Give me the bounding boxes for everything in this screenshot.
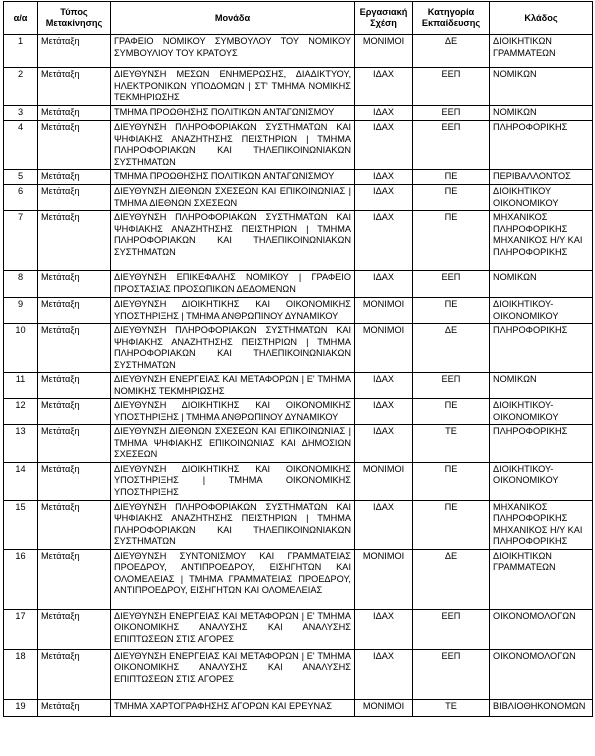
cell-employment-relation: ΙΔΑΧ bbox=[355, 649, 413, 699]
cell-movement-type: Μετάταξη bbox=[38, 609, 111, 649]
cell-unit: ΔΙΕΥΘΥΝΣΗ ΕΝΕΡΓΕΙΑΣ ΚΑΙ ΜΕΤΑΦΟΡΩΝ | Ε' ΤΜΗΜΑ ΟΙΚΟΝΟΜΙΚΗΣ ΑΝΑΛΥΣΗΣ ΚΑΙ ΑΝΑΛΥΣΗΣ ΕΠΙΠΤΩΣΕΩΝ ΣΤΙΣ ΑΓΟΡΕΣ bbox=[111, 609, 355, 649]
header-no: α/α bbox=[4, 2, 38, 35]
cell-movement-type: Μετάταξη bbox=[38, 462, 111, 500]
cell-unit: ΔΙΕΥΘΥΝΣΗ ΠΛΗΡΟΦΟΡΙΑΚΩΝ ΣΥΣΤΗΜΑΤΩΝ ΚΑΙ ΨΗΦΙΑΚΗΣ ΑΝΑΖΗΤΗΣΗΣ ΠΕΙΣΤΗΡΙΩΝ | ΤΜΗΜΑ ΠΛΗΡΟΦΟΡΙΑΚΩΝ ΚΑΙ ΤΗΛΕΠΙΚΟΙΝΩΝΙΑΚΩΝ ΣΥΣΤΗΜΑΤΩΝ bbox=[111, 500, 355, 549]
cell-number: 13 bbox=[4, 425, 38, 463]
cell-employment-relation: ΙΔΑΧ bbox=[355, 68, 413, 106]
cell-education-category: ΠΕ bbox=[413, 399, 490, 425]
cell-education-category: ΠΕ bbox=[413, 170, 490, 185]
cell-employment-relation: ΜΟΝΙΜΟΙ bbox=[355, 324, 413, 373]
cell-movement-type: Μετάταξη bbox=[38, 298, 111, 324]
header-category: Κατηγορία Εκπαίδευσης bbox=[413, 2, 490, 35]
cell-education-category: ΕΕΠ bbox=[413, 121, 490, 170]
cell-employment-relation: ΙΔΑΧ bbox=[355, 170, 413, 185]
cell-education-category: ΔΕ bbox=[413, 324, 490, 373]
cell-unit: ΔΙΕΥΘΥΝΣΗ ΔΙΟΙΚΗΤΙΚΗΣ ΚΑΙ ΟΙΚΟΝΟΜΙΚΗΣ ΥΠΟΣΤΗΡΙΞΗΣ | ΤΜΗΜΑ ΟΙΚΟΝΟΜΙΚΗΣ ΥΠΟΣΤΗΡΙΞΗΣ bbox=[111, 462, 355, 500]
cell-number: 18 bbox=[4, 649, 38, 699]
cell-movement-type: Μετάταξη bbox=[38, 373, 111, 399]
cell-number: 10 bbox=[4, 324, 38, 373]
cell-branch: ΜΗΧΑΝΙΚΟΣ ΠΛΗΡΟΦΟΡΙΚΗΣ ΜΗΧΑΝΙΚΟΣ Η/Υ ΚΑΙ ΠΛΗΡΟΦΟΡΙΚΗΣ bbox=[490, 500, 593, 549]
cell-movement-type: Μετάταξη bbox=[38, 399, 111, 425]
cell-branch: ΠΕΡΙΒΑΛΛΟΝΤΟΣ bbox=[490, 170, 593, 185]
table-row bbox=[4, 462, 593, 500]
cell-movement-type: Μετάταξη bbox=[38, 121, 111, 170]
cell-branch: ΟΙΚΟΝΟΜΟΛΟΓΩΝ bbox=[490, 609, 593, 649]
cell-employment-relation: ΙΔΑΧ bbox=[355, 399, 413, 425]
cell-branch: ΔΙΟΙΚΗΤΙΚΩΝ ΓΡΑΜΜΑΤΕΩΝ bbox=[490, 549, 593, 609]
cell-education-category: ΠΕ bbox=[413, 462, 490, 500]
cell-employment-relation: ΙΔΑΧ bbox=[355, 121, 413, 170]
cell-movement-type: Μετάταξη bbox=[38, 68, 111, 106]
cell-unit: ΔΙΕΥΘΥΝΣΗ ΔΙΟΙΚΗΤΙΚΗΣ ΚΑΙ ΟΙΚΟΝΟΜΙΚΗΣ ΥΠΟΣΤΗΡΙΞΗΣ | ΤΜΗΜΑ ΑΝΘΡΩΠΙΝΟΥ ΔΥΝΑΜΙΚΟΥ bbox=[111, 399, 355, 425]
cell-employment-relation: ΙΔΑΧ bbox=[355, 106, 413, 121]
table-row bbox=[4, 298, 593, 324]
cell-education-category: ΕΕΠ bbox=[413, 609, 490, 649]
cell-employment-relation: ΜΟΝΙΜΟΙ bbox=[355, 298, 413, 324]
header-type: Τύπος Μετακίνησης bbox=[38, 2, 111, 35]
cell-branch: ΔΙΟΙΚΗΤΙΚΩΝ ΓΡΑΜΜΑΤΕΩΝ bbox=[490, 35, 593, 68]
table-row bbox=[4, 649, 593, 699]
cell-unit: ΔΙΕΥΘΥΝΣΗ ΕΠΙΚΕΦΑΛΗΣ ΝΟΜΙΚΟΥ | ΓΡΑΦΕΙΟ ΠΡΟΣΤΑΣΙΑΣ ΠΡΟΣΩΠΙΚΩΝ ΔΕΔΟΜΕΝΩΝ bbox=[111, 271, 355, 298]
cell-unit: ΓΡΑΦΕΙΟ ΝΟΜΙΚΟΥ ΣΥΜΒΟΥΛΟΥ ΤΟΥ ΝΟΜΙΚΟΥ ΣΥΜΒΟΥΛΙΟΥ ΤΟΥ ΚΡΑΤΟΥΣ bbox=[111, 35, 355, 68]
cell-education-category: ΕΕΠ bbox=[413, 271, 490, 298]
cell-number: 14 bbox=[4, 462, 38, 500]
table-row bbox=[4, 699, 593, 716]
cell-branch: ΔΙΟΙΚΗΤΙΚΟΥ-ΟΙΚΟΝΟΜΙΚΟΥ bbox=[490, 462, 593, 500]
cell-employment-relation: ΜΟΝΙΜΟΙ bbox=[355, 35, 413, 68]
table-header bbox=[4, 2, 593, 35]
header-relation: Εργασιακή Σχέση bbox=[355, 2, 413, 35]
table-row bbox=[4, 68, 593, 106]
cell-movement-type: Μετάταξη bbox=[38, 699, 111, 716]
header-row bbox=[4, 2, 593, 35]
cell-unit: ΤΜΗΜΑ ΧΑΡΤΟΓΡΑΦΗΣΗΣ ΑΓΟΡΩΝ ΚΑΙ ΕΡΕΥΝΑΣ bbox=[111, 699, 355, 716]
table-row bbox=[4, 121, 593, 170]
cell-unit: ΔΙΕΥΘΥΝΣΗ ΔΙΕΘΝΩΝ ΣΧΕΣΕΩΝ ΚΑΙ ΕΠΙΚΟΙΝΩΝΙΑΣ | ΤΜΗΜΑ ΨΗΦΙΑΚΗΣ ΕΠΙΚΟΙΝΩΝΙΑΣ ΚΑΙ ΔΗΜΟΣΙΩΝ ΣΧΕΣΕΩΝ bbox=[111, 425, 355, 463]
cell-education-category: ΕΕΠ bbox=[413, 649, 490, 699]
table-row bbox=[4, 271, 593, 298]
cell-movement-type: Μετάταξη bbox=[38, 324, 111, 373]
cell-branch: ΝΟΜΙΚΩΝ bbox=[490, 106, 593, 121]
cell-movement-type: Μετάταξη bbox=[38, 35, 111, 68]
cell-employment-relation: ΙΔΑΧ bbox=[355, 373, 413, 399]
cell-branch: ΔΙΟΙΚΗΤΙΚΟΥ-ΟΙΚΟΝΟΜΙΚΟΥ bbox=[490, 399, 593, 425]
table-row bbox=[4, 106, 593, 121]
table-row bbox=[4, 373, 593, 399]
table-row bbox=[4, 35, 593, 68]
cell-number: 1 bbox=[4, 35, 38, 68]
table-row bbox=[4, 549, 593, 609]
cell-branch: ΟΙΚΟΝΟΜΟΛΟΓΩΝ bbox=[490, 649, 593, 699]
cell-movement-type: Μετάταξη bbox=[38, 185, 111, 211]
cell-branch: ΠΛΗΡΟΦΟΡΙΚΗΣ bbox=[490, 121, 593, 170]
cell-branch: ΠΛΗΡΟΦΟΡΙΚΗΣ bbox=[490, 425, 593, 463]
cell-employment-relation: ΜΟΝΙΜΟΙ bbox=[355, 549, 413, 609]
cell-branch: ΜΗΧΑΝΙΚΟΣ ΠΛΗΡΟΦΟΡΙΚΗΣ ΜΗΧΑΝΙΚΟΣ Η/Υ ΚΑΙ ΠΛΗΡΟΦΟΡΙΚΗΣ bbox=[490, 211, 593, 271]
cell-number: 5 bbox=[4, 170, 38, 185]
cell-movement-type: Μετάταξη bbox=[38, 271, 111, 298]
cell-unit: ΔΙΕΥΘΥΝΣΗ ΠΛΗΡΟΦΟΡΙΑΚΩΝ ΣΥΣΤΗΜΑΤΩΝ ΚΑΙ ΨΗΦΙΑΚΗΣ ΑΝΑΖΗΤΗΣΗΣ ΠΕΙΣΤΗΡΙΩΝ | ΤΜΗΜΑ ΠΛΗΡΟΦΟΡΙΑΚΩΝ ΚΑΙ ΤΗΛΕΠΙΚΟΙΝΩΝΙΑΚΩΝ ΣΥΣΤΗΜΑΤΩΝ bbox=[111, 121, 355, 170]
cell-employment-relation: ΜΟΝΙΜΟΙ bbox=[355, 462, 413, 500]
cell-unit: ΤΜΗΜΑ ΠΡΟΩΘΗΣΗΣ ΠΟΛΙΤΙΚΩΝ ΑΝΤΑΓΩΝΙΣΜΟΥ bbox=[111, 106, 355, 121]
cell-employment-relation: ΙΔΑΧ bbox=[355, 271, 413, 298]
cell-number: 2 bbox=[4, 68, 38, 106]
cell-movement-type: Μετάταξη bbox=[38, 106, 111, 121]
cell-branch: ΝΟΜΙΚΩΝ bbox=[490, 68, 593, 106]
cell-number: 11 bbox=[4, 373, 38, 399]
cell-branch: ΠΛΗΡΟΦΟΡΙΚΗΣ bbox=[490, 324, 593, 373]
cell-unit: ΔΙΕΥΘΥΝΣΗ ΣΥΝΤΟΝΙΣΜΟΥ ΚΑΙ ΓΡΑΜΜΑΤΕΙΑΣ ΠΡΟΕΔΡΟΥ, ΑΝΤΙΠΡΟΕΔΡΟΥ, ΕΙΣΗΓΗΤΩΝ ΚΑΙ ΟΛΟΜΕΛΕΙΑΣ | ΤΜΗΜΑ ΓΡΑΜΜΑΤΕΙΑΣ ΠΡΟΕΔΡΟΥ, ΑΝΤΙΠΡΟΕΔΡΟΥ, ΕΙΣΗΓΗΤΩΝ ΚΑΙ ΟΛΟΜΕΛΕΙΑΣ bbox=[111, 549, 355, 609]
cell-movement-type: Μετάταξη bbox=[38, 549, 111, 609]
cell-branch: ΔΙΟΙΚΗΤΙΚΟΥ-ΟΙΚΟΝΟΜΙΚΟΥ bbox=[490, 298, 593, 324]
header-unit: Μονάδα bbox=[111, 2, 355, 35]
cell-unit: ΔΙΕΥΘΥΝΣΗ ΠΛΗΡΟΦΟΡΙΑΚΩΝ ΣΥΣΤΗΜΑΤΩΝ ΚΑΙ ΨΗΦΙΑΚΗΣ ΑΝΑΖΗΤΗΣΗΣ ΠΕΙΣΤΗΡΙΩΝ | ΤΜΗΜΑ ΠΛΗΡΟΦΟΡΙΑΚΩΝ ΚΑΙ ΤΗΛΕΠΙΚΟΙΝΩΝΙΑΚΩΝ ΣΥΣΤΗΜΑΤΩΝ bbox=[111, 211, 355, 271]
cell-education-category: ΕΕΠ bbox=[413, 68, 490, 106]
cell-employment-relation: ΙΔΑΧ bbox=[355, 500, 413, 549]
cell-employment-relation: ΙΔΑΧ bbox=[355, 185, 413, 211]
cell-number: 12 bbox=[4, 399, 38, 425]
cell-education-category: ΠΕ bbox=[413, 211, 490, 271]
table-row bbox=[4, 170, 593, 185]
cell-education-category: ΤΕ bbox=[413, 425, 490, 463]
cell-education-category: ΕΕΠ bbox=[413, 373, 490, 399]
table-body bbox=[4, 35, 593, 717]
cell-unit: ΔΙΕΥΘΥΝΣΗ ΜΕΣΩΝ ΕΝΗΜΕΡΩΣΗΣ, ΔΙΑΔΙΚΤΥΟΥ, ΗΛΕΚΤΡΟΝΙΚΩΝ ΥΠΟΔΟΜΩΝ | ΣΤ' ΤΜΗΜΑ ΝΟΜΙΚΗΣ ΤΕΚΜΗΡΙΩΣΗΣ bbox=[111, 68, 355, 106]
cell-education-category: ΠΕ bbox=[413, 500, 490, 549]
cell-number: 19 bbox=[4, 699, 38, 716]
table-row bbox=[4, 500, 593, 549]
cell-employment-relation: ΙΔΑΧ bbox=[355, 609, 413, 649]
table-row bbox=[4, 185, 593, 211]
cell-employment-relation: ΜΟΝΙΜΟΙ bbox=[355, 699, 413, 716]
cell-movement-type: Μετάταξη bbox=[38, 425, 111, 463]
cell-number: 7 bbox=[4, 211, 38, 271]
positions-table bbox=[3, 1, 593, 717]
table-row bbox=[4, 324, 593, 373]
cell-branch: ΔΙΟΙΚΗΤΙΚΟΥ ΟΙΚΟΝΟΜΙΚΟΥ bbox=[490, 185, 593, 211]
cell-education-category: ΤΕ bbox=[413, 699, 490, 716]
cell-number: 6 bbox=[4, 185, 38, 211]
header-branch: Κλάδος bbox=[490, 2, 593, 35]
cell-unit: ΔΙΕΥΘΥΝΣΗ ΔΙΟΙΚΗΤΙΚΗΣ ΚΑΙ ΟΙΚΟΝΟΜΙΚΗΣ ΥΠΟΣΤΗΡΙΞΗΣ | ΤΜΗΜΑ ΑΝΘΡΩΠΙΝΟΥ ΔΥΝΑΜΙΚΟΥ bbox=[111, 298, 355, 324]
cell-branch: ΒΙΒΛΙΟΘΗΚΟΝΟΜΩΝ bbox=[490, 699, 593, 716]
cell-branch: ΝΟΜΙΚΩΝ bbox=[490, 271, 593, 298]
cell-education-category: ΕΕΠ bbox=[413, 106, 490, 121]
cell-unit: ΤΜΗΜΑ ΠΡΟΩΘΗΣΗΣ ΠΟΛΙΤΙΚΩΝ ΑΝΤΑΓΩΝΙΣΜΟΥ bbox=[111, 170, 355, 185]
cell-education-category: ΔΕ bbox=[413, 549, 490, 609]
cell-unit: ΔΙΕΥΘΥΝΣΗ ΔΙΕΘΝΩΝ ΣΧΕΣΕΩΝ ΚΑΙ ΕΠΙΚΟΙΝΩΝΙΑΣ | ΤΜΗΜΑ ΔΙΕΘΝΩΝ ΣΧΕΣΕΩΝ bbox=[111, 185, 355, 211]
table-row bbox=[4, 399, 593, 425]
table-row bbox=[4, 609, 593, 649]
cell-number: 4 bbox=[4, 121, 38, 170]
cell-number: 8 bbox=[4, 271, 38, 298]
cell-education-category: ΔΕ bbox=[413, 35, 490, 68]
cell-movement-type: Μετάταξη bbox=[38, 649, 111, 699]
cell-education-category: ΠΕ bbox=[413, 298, 490, 324]
table-row bbox=[4, 211, 593, 271]
cell-unit: ΔΙΕΥΘΥΝΣΗ ΕΝΕΡΓΕΙΑΣ ΚΑΙ ΜΕΤΑΦΟΡΩΝ | Ε' ΤΜΗΜΑ ΟΙΚΟΝΟΜΙΚΗΣ ΑΝΑΛΥΣΗΣ ΚΑΙ ΑΝΑΛΥΣΗΣ ΕΠΙΠΤΩΣΕΩΝ ΣΤΙΣ ΑΓΟΡΕΣ bbox=[111, 649, 355, 699]
cell-number: 17 bbox=[4, 609, 38, 649]
cell-unit: ΔΙΕΥΘΥΝΣΗ ΠΛΗΡΟΦΟΡΙΑΚΩΝ ΣΥΣΤΗΜΑΤΩΝ ΚΑΙ ΨΗΦΙΑΚΗΣ ΑΝΑΖΗΤΗΣΗΣ ΠΕΙΣΤΗΡΙΩΝ | ΤΜΗΜΑ ΠΛΗΡΟΦΟΡΙΑΚΩΝ ΚΑΙ ΤΗΛΕΠΙΚΟΙΝΩΝΙΑΚΩΝ ΣΥΣΤΗΜΑΤΩΝ bbox=[111, 324, 355, 373]
cell-employment-relation: ΙΔΑΧ bbox=[355, 211, 413, 271]
cell-number: 15 bbox=[4, 500, 38, 549]
cell-education-category: ΠΕ bbox=[413, 185, 490, 211]
cell-movement-type: Μετάταξη bbox=[38, 170, 111, 185]
cell-movement-type: Μετάταξη bbox=[38, 500, 111, 549]
cell-number: 9 bbox=[4, 298, 38, 324]
cell-employment-relation: ΙΔΑΧ bbox=[355, 425, 413, 463]
cell-number: 16 bbox=[4, 549, 38, 609]
cell-number: 3 bbox=[4, 106, 38, 121]
cell-branch: ΝΟΜΙΚΩΝ bbox=[490, 373, 593, 399]
cell-movement-type: Μετάταξη bbox=[38, 211, 111, 271]
table-row bbox=[4, 425, 593, 463]
cell-unit: ΔΙΕΥΘΥΝΣΗ ΕΝΕΡΓΕΙΑΣ ΚΑΙ ΜΕΤΑΦΟΡΩΝ | Ε' ΤΜΗΜΑ ΝΟΜΙΚΗΣ ΤΕΚΜΗΡΙΩΣΗΣ bbox=[111, 373, 355, 399]
